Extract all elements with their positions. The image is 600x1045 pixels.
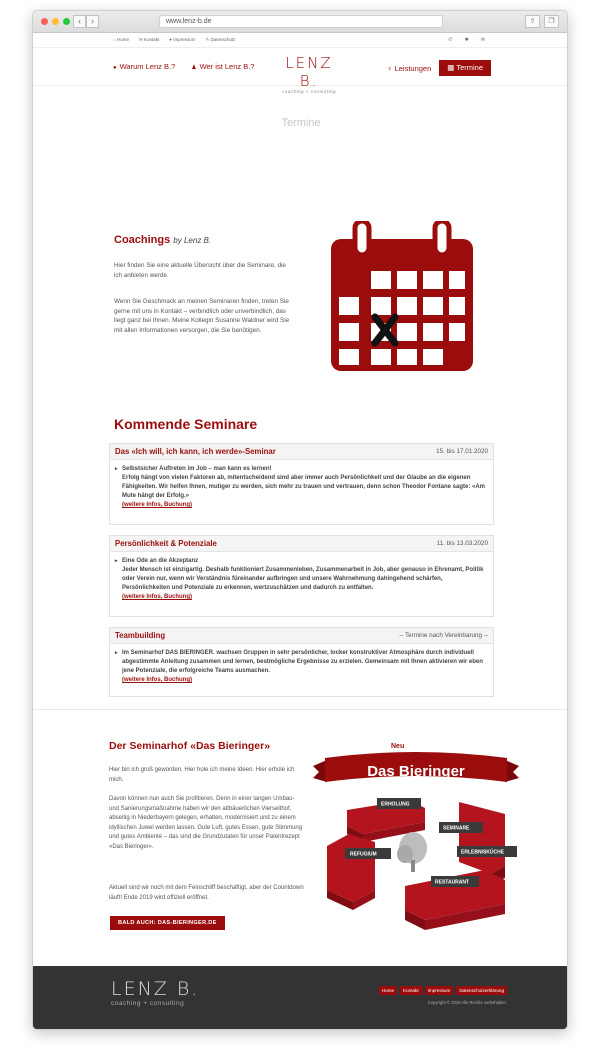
nav-label: Termine (456, 63, 483, 72)
top-link-kontakt[interactable]: ✉ Kontakt (138, 37, 160, 42)
user-icon: ♟ (191, 65, 197, 71)
logo[interactable] (279, 54, 339, 94)
top-link-label: Datenschutz (210, 37, 236, 42)
seminar-title[interactable]: Persönlichkeit & Potenziale (115, 539, 217, 548)
footer-link-impressum[interactable]: Impressum (425, 986, 454, 995)
seminar-title[interactable]: Das «Ich will, ich kann, ich werde»-Seminar (115, 447, 276, 456)
forward-button[interactable]: › (86, 15, 99, 28)
footer-copyright: Copyright © 2018 Alle Rechte vorbehalten. (427, 1000, 507, 1005)
seminarhof-heading: Der Seminarhof «Das Bieringer» (109, 740, 271, 752)
top-link-label: Impressum (173, 37, 196, 42)
top-link-label: Home (116, 37, 129, 42)
top-link-datenschutz[interactable]: ✎ Datenschutz (205, 37, 236, 42)
share-icon[interactable]: ⇪ (525, 15, 540, 28)
seminar-text: Erfolg hängt von vielen Faktoren ab, mitentscheidend sind aber immer auch Persönlichkeit und der Glaube an die eigenen Fähigkeiten. Wir helfen Ihnen, mutiger zu werden, sich mehr zu trauen und vertrauen, denn schon Theodor Fontane sagte: «Am Mute hängt der Erfolg.» (122, 475, 485, 499)
minimize-window-icon[interactable] (52, 18, 59, 25)
illu-label-seminare: SEMINARE (443, 825, 470, 832)
seminar-date: 11. bis 13.03.2020 (436, 540, 488, 547)
seminar-more-link[interactable]: (weitere Infos, Buchung) (122, 677, 193, 683)
seminarhof-intro: Hier bin ich groß geworden. Hier hole ich meine Ideen. Hier erhole ich mich. (109, 767, 295, 783)
footer-link-home[interactable]: Home (379, 986, 397, 995)
top-link-impressum[interactable]: ● Impressum (169, 37, 196, 42)
seminar-lead: Eine Ode an die Akzeptanz (122, 558, 199, 564)
illu-label-refugium: REFUGIUM (350, 851, 377, 858)
illu-banner-text: Das Bieringer (367, 763, 465, 780)
bullet-icon: ▸ (115, 558, 118, 564)
coachings-by: by Lenz B. (173, 236, 212, 245)
tabs-icon[interactable]: ❐ (544, 15, 559, 28)
seminar-more-link[interactable]: (weitere Infos, Buchung) (122, 502, 193, 508)
bullet-icon: ▸ (115, 466, 118, 472)
footer-logo-text: LENZ B. (111, 978, 200, 1000)
nav-label: Leistungen (394, 63, 432, 73)
phone-icon[interactable]: ✆ (448, 37, 453, 43)
bieringer-illustration (309, 738, 525, 938)
utility-bar (33, 33, 567, 48)
calendar-icon (331, 221, 473, 371)
main-header (33, 48, 567, 94)
question-icon: ● (113, 65, 117, 71)
window-controls (41, 18, 70, 25)
seminarhof-status: Aktuell sind wir noch mit dem Feinschliff beschäftigt, aber der Countdown läuft! Ende 2019 wird offiziell eröffnet. (109, 885, 304, 901)
close-window-icon[interactable] (41, 18, 48, 25)
seminar-date: 15. bis 17.01.2020 (436, 448, 488, 455)
mail-icon[interactable]: ✉ (480, 37, 485, 43)
nav-wer[interactable] (191, 62, 254, 71)
nav-label: Warum Lenz B.? (119, 62, 176, 71)
coachings-text: Wenn Sie Geschmack an meinen Seminaren finden, treten Sie gerne mit uns in Kontakt – verbindlich oder unverbindlich, das liegt ganz bei Ihnen. Meine Kollegin Susanne Waldner wird Sie mit allen Informationen versorgen, die Sie benötigen. (114, 298, 290, 334)
footer-link-datenschutz[interactable]: Datenschutzerklärung (456, 986, 507, 995)
footer-logo-subtitle: coaching + consulting (111, 1000, 185, 1007)
illu-label-erholung: ERHOLUNG (381, 801, 410, 808)
seminar-card (109, 535, 494, 617)
seminar-text: Im Seminarhof DAS BIERINGER. wachsen Gruppen in sehr persönlicher, locker konstruktiver Atmosphäre durch individuell abgestimmte Anleitung zusammen und lernen, bestmögliche Ergebnisse zu erzielen. Gemeinsam mit Ihnen aktivieren wir eben jene Potenziale, die erfolgreiche Teams ausmachen. (122, 650, 483, 674)
footer-logo[interactable] (111, 978, 199, 1007)
illu-new-label: Neu (391, 743, 405, 750)
footer (33, 966, 568, 1030)
seminar-more-link[interactable]: (weitere Infos, Buchung) (122, 594, 193, 600)
seminar-lead: Selbstsicher Auftreten im Job – man kann es lernen! (122, 466, 272, 472)
footer-links (379, 986, 507, 995)
browser-toolbar (33, 11, 567, 33)
coachings-intro: Hier finden Sie eine aktuelle Übersicht über die Seminare, die ich anbieten werde. (114, 262, 286, 279)
seminare-heading: Kommende Seminare (114, 416, 258, 432)
seminar-title[interactable]: Teambuilding (115, 631, 166, 640)
logo-subtitle: coaching + consulting (282, 89, 336, 94)
gear-icon[interactable]: ✱ (464, 37, 469, 43)
seminar-card (109, 627, 494, 697)
bullet-icon: ▸ (115, 650, 118, 656)
nav-termine-button[interactable] (439, 60, 491, 76)
address-bar[interactable]: www.lenz-b.de (159, 15, 443, 28)
bulb-icon: ♀ (386, 63, 393, 73)
top-link-home[interactable]: ⌂ Home (113, 37, 129, 42)
seminar-date: -- Termine nach Vereinbarung -- (399, 632, 488, 639)
nav-label: Wer ist Lenz B.? (199, 62, 255, 71)
illu-label-restaurant: RESTAURANT (435, 879, 470, 886)
seminarhof-text: Davon können nun auch Sie profitieren. Denn in einer langen Umbau- und Sanierungsmaßnahme haben wir den altbäuerlichen Vierseithof, abseitig in Niederbayern gelegen, erhalten, modernisiert und zu einem idyllischen Juwel werden lassen. Gute Luft, gutes Essen, gute Stimmung und gutes Ambiente – das sind die Grundzutaten für unser Patentrezept «Das Bieringer». (109, 796, 303, 850)
nav-warum[interactable] (113, 62, 175, 71)
coachings-title: Coachings (114, 234, 171, 246)
top-link-label: Kontakt (144, 37, 160, 42)
browser-window (32, 10, 568, 1030)
calendar-small-icon: ▦ (447, 63, 455, 72)
back-button[interactable]: ‹ (73, 15, 86, 28)
maximize-window-icon[interactable] (63, 18, 70, 25)
page-title: Termine (281, 117, 321, 129)
coachings-heading (114, 234, 211, 246)
logo-text: LENZ B. (285, 54, 333, 90)
seminar-text: Jeder Mensch ist einzigartig. Deshalb funktioniert Zusammenleben, Zusammenarbeit in Job, aber genauso in Ehrenamt, Politik oder Verein nur, wenn wir Verständnis füreinander aufbringen und unsere Wahrnehmung dahingehend schärfen, Persönlichkeiten und Potenziale zu erkennen, wertzuschätzen und dadurch zu entfalten. (122, 567, 484, 591)
illu-label-erlebniskueche: ERLEBNISKÜCHE (461, 849, 505, 856)
bieringer-link-button[interactable]: BALD AUCH: DAS-BIERINGER.DE (110, 916, 225, 930)
seminar-card (109, 443, 494, 525)
seminarhof-section (33, 709, 568, 966)
footer-link-kontakt[interactable]: Kontakt (400, 986, 422, 995)
nav-leistungen[interactable] (387, 64, 431, 73)
